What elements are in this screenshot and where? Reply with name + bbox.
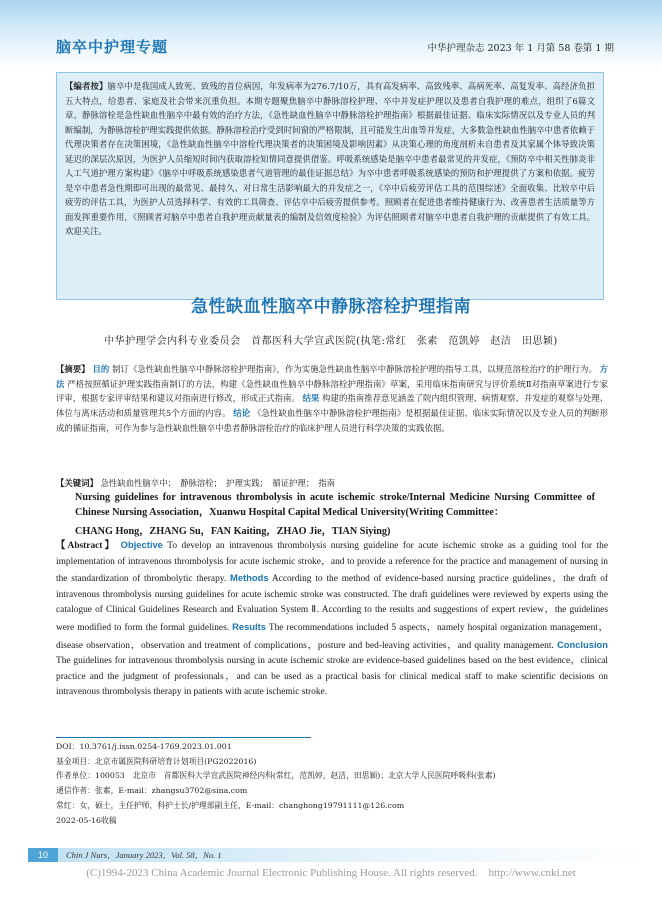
keywords-cn-text: 急性缺血性脑卒中； 静脉溶栓； 护理实践； 循证护理； 指南: [100, 478, 336, 488]
methods-label-cn: 方法: [56, 364, 609, 389]
copyright: (C)1994-2023 China Academic Journal Electronic Publishing House. All rights reserved. http://www.cnki.net: [86, 867, 576, 879]
footer-journal: Chin J Nurs，January 2023，Vol. 58，No. 1: [66, 850, 222, 860]
keywords-cn-label: 【关键词】: [56, 478, 98, 488]
footnotes: [56, 740, 616, 828]
conclusion-text-cn: 《急性缺血性脑卒中静脉溶栓护理指南》是根据最佳证据、临床实际情况以及专业人员的判断形成的循证指南，可作为参与急性缺血性脑卒中患者静脉溶栓治疗的临床护理人员进行科学决策的实践依据。: [56, 408, 609, 433]
results-text-en: The recommendations included 5 aspects，namely hospital organization management，disease observation，observation and treatment of complications，posture and bed-leaving activities，and quality management.: [56, 622, 608, 651]
results-label-cn: 结果: [302, 393, 320, 404]
methods-text-en: According to the method of evidence-based nursing practice guidelines，the draft of intravenous thrombolysis nursing guidelines for acute ischemic stroke was constructed. The draft guidelines were reviewed by experts using the catalogue of Clinical Guidelines Research and Evaluation System Ⅱ. According to the results and suggestions of expert review，the guidelines were modified to form the formal guidelines.: [56, 574, 609, 633]
abstract-en: [56, 537, 608, 701]
page-number: 10: [28, 848, 58, 862]
results-text-cn: 构建的指南推荐意见涵盖了院内组织管理、病情观察、并发症的观察与处理、体位与离床活动和质量管理共5个方面的内容。: [56, 393, 609, 419]
affiliation: 作者单位：100053 北京市 首都医科大学宣武医院神经内科(常红，范凯婷，赵洁，田思颖)；北京大学人民医院呼吸科(张素): [56, 771, 496, 781]
conclusion-label-en: Conclusion: [556, 638, 609, 650]
results-label-en: Results: [232, 620, 266, 632]
objective-label-en: Objective: [120, 539, 163, 550]
article-authors: 中华护理学会内科专业委员会 首都医科大学宣武医院(执笔:常红 张素 范凯婷 赵洁 田思颖): [104, 336, 558, 347]
objective-label-cn: 目的: [92, 364, 110, 374]
footnote-divider: [56, 737, 311, 738]
abstract-cn: [56, 362, 608, 436]
conclusion-label-cn: 结论: [233, 408, 251, 419]
abstract-en-label: 【Abstract】: [56, 541, 117, 551]
author-bio: 常红：女，硕士，主任护师，科护士长/护理部副主任，E-mail：changhong19791111@126.com: [56, 800, 405, 810]
keywords-cn: [56, 476, 608, 490]
conclusion-text-en: The guidelines for intravenous thrombolysis nursing in acute ischemic stroke are evidence-based guidelines based on the best evidence，clinical practice and the judgment of professionals，and can be used as a practical basis for clinical medical staff to make scientific decisions on intravenous thrombolysis therapy in patients with acute ischemic stroke.: [56, 656, 608, 698]
english-title: Nursing guidelines for intravenous thrombolysis in acute ischemic stroke/Internal Medicine Nursing Committee of Chinese Nursing Association，Xuanwu Hospital Capital Medical University(Writing Committee：: [75, 492, 595, 518]
english-authors: CHANG Hong，ZHANG Su，FAN Kaiting，ZHAO Jie，TIAN Siying): [75, 526, 391, 537]
editor-note-label: 【编者按】: [65, 81, 108, 91]
abstract-cn-label: 【摘要】: [56, 364, 90, 374]
correspondence: 通信作者：张素，E-mail：zhangsu3702@sina.com: [56, 786, 248, 796]
objective-text-cn: 制订《急性缺血性脑卒中静脉溶栓护理指南》，作为实施急性缺血性脑卒中静脉溶栓护理的指导工具，以规范溶栓治疗的护理行为。: [112, 364, 597, 374]
fund: 基金项目：北京市属医院科研培育计划项目(PG2022016): [56, 756, 257, 766]
received-date: 2022-05-16收稿: [56, 815, 117, 825]
section-title: 脑卒中护理专题: [56, 38, 169, 56]
editor-note-text: 脑卒中是我国成人致死、致残的首位病因，年发病率为276.7/10万，具有高发病率、高致残率、高病死率、高复发率、高经济负担五大特点，给患者、家庭及社会带来沉重负担。本期专题聚焦脑卒中静脉溶栓护理、卒中并发症护理以及患者自我护理的难点，组织了6篇文章。静脉溶栓是急性缺血性脑卒中最有效的治疗方法，《急性缺血性脑卒中静脉溶栓护理指南》根据最佳证据、临床实际情况以及专业人员的判断编制，为静脉溶栓护理实践提供依据。静脉溶栓治疗受到时间窗的严格限制，且可能发生出血等并发症，大多数急性缺血性脑卒中患者依赖于代理决策者存在决策困境，《急性缺血性脑卒中溶栓代理决策者的决策困境及影响因素》从决策心理的角度剖析未自患者及其家属个体导致决策延迟的深层次原因，为医护人员缩短时间内获取溶栓知情同意提供借鉴。呼吸系统感染是脑卒中患者最常见的并发症，《预防卒中相关性肺炎非人工气道护理方案构建》《脑卒中呼吸系统感染患者气道管理的最佳证据总结》为卒中患者呼吸系统感染的预防和护理提供了方案和依据。疲劳是卒中患者急性期即可出现的最常见、最持久、对日常生活影响最大的并发症之一，《卒中后疲劳评估工具的范围综述》全面收集、比较卒中后疲劳的评估工具，为医护人员选择科学、有效的工具筛查、评估卒中后疲劳提供参考。照顾者在促进患者维持健康行为、改善患者生活质量等方面发挥重要作用，《照顾者对脑卒中患者自我护理贡献量表的编制及信效度检验》为评估照顾者对脑卒中患者自我护理的贡献提供了有效工具。欢迎关注。: [65, 81, 596, 236]
doi: DOI：10.3761/j.issn.0254-1769.2023.01.001: [56, 742, 232, 751]
journal-info: 中华护理杂志 2023 年 1 月第 58 卷第 1 期: [427, 43, 614, 54]
objective-text-en: To develop an intravenous thrombolysis nursing guideline for acute ischemic stroke as a guiding tool for the implementation of intravenous thrombolysis for acute ischemic stroke，and to provide a reference for the practice and management of nursing in the standardization of thrombolytic therapy.: [56, 541, 608, 585]
methods-label-en: Methods: [230, 572, 269, 584]
methods-text-cn: 严格按照循证护理实践指南制订的方法，构建《急性缺血性脑卒中静脉溶栓护理指南》草案，采用临床指南研究与评价系统Ⅱ对指南草案进行专家评审，根据专家评审结果和建议对指南进行修改，形成正式指南。: [56, 378, 608, 404]
editor-note-box: [56, 72, 604, 300]
article-title: 急性缺血性脑卒中静脉溶栓护理指南: [191, 297, 471, 317]
header-band: [0, 0, 662, 68]
